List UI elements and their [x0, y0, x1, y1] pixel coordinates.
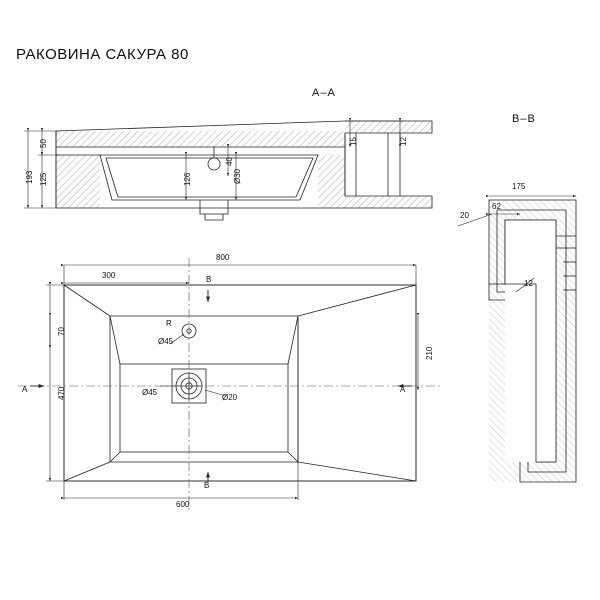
dim-offset-300: 300 — [102, 271, 116, 280]
view-section-a-a — [24, 121, 432, 220]
page-title: РАКОВИНА САКУРА 80 — [16, 46, 189, 63]
dim-vv-62: 62 — [492, 202, 501, 211]
dim-sec-193: 193 — [25, 170, 34, 184]
dim-sec-15: 15 — [349, 137, 358, 146]
dim-sec-50: 50 — [39, 139, 48, 148]
dim-sec-d30: Ø30 — [233, 168, 242, 184]
dim-depth-210: 210 — [425, 346, 434, 360]
view-section-v-v — [458, 196, 576, 482]
dim-depth-470: 470 — [57, 386, 66, 400]
view-label-section-a-a: А–А — [312, 87, 336, 99]
dim-sec-126: 126 — [183, 172, 192, 186]
dim-depth-70: 70 — [57, 327, 66, 336]
dim-vv-20: 20 — [460, 211, 469, 220]
dim-vv-12: 12 — [524, 279, 533, 288]
dim-sec-125: 125 — [39, 172, 48, 186]
dim-plan-r: R — [166, 319, 172, 328]
section-mark-a-right: A — [400, 385, 406, 394]
section-mark-b-bottom: B — [204, 481, 210, 490]
dim-plan-d45: Ø45 — [142, 388, 158, 397]
dim-plan-d20: Ø20 — [222, 393, 238, 402]
section-mark-a-left: A — [22, 385, 28, 394]
dim-vv-175: 175 — [512, 182, 526, 191]
dim-plan-d45-top: Ø45 — [158, 337, 174, 346]
view-plan — [18, 258, 440, 512]
dim-sec-12: 12 — [399, 137, 408, 146]
section-mark-b-top: B — [206, 275, 212, 284]
view-label-section-v-v: В–В — [512, 113, 536, 125]
dim-sec-40: 40 — [225, 157, 234, 166]
dim-width-600: 600 — [176, 500, 190, 509]
dim-width-800: 800 — [216, 253, 230, 262]
